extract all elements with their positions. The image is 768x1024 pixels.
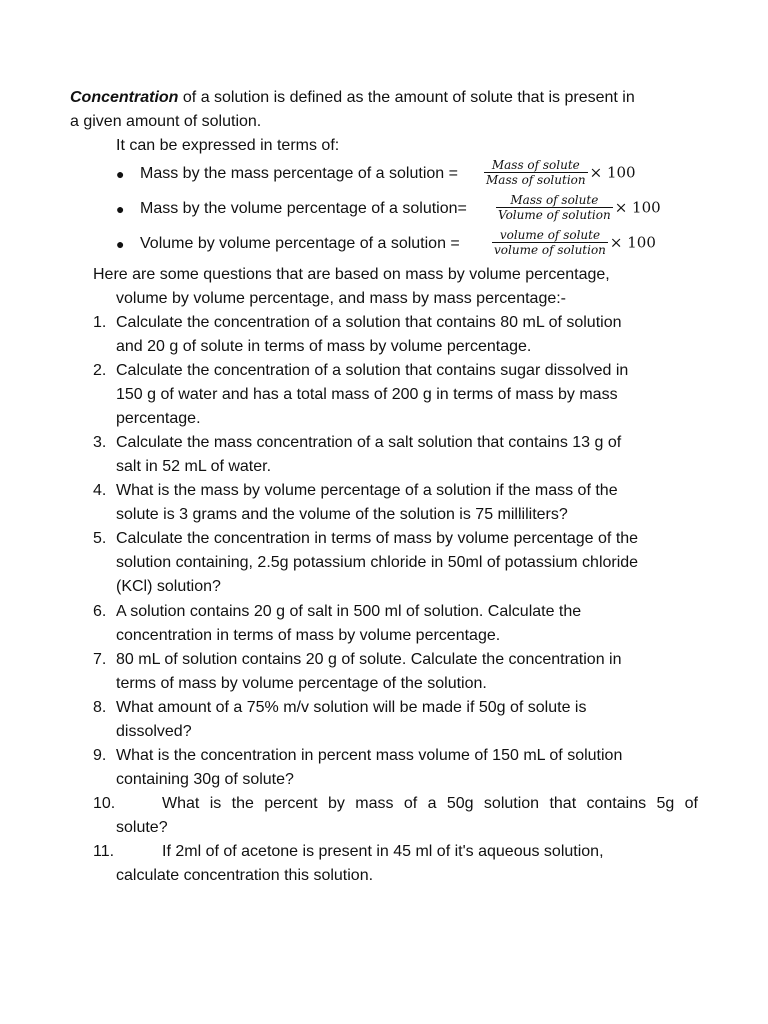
fraction-denominator: Volume of solution: [498, 208, 611, 222]
question-text-line: Calculate the mass concentration of a salt solution that contains 13 g of: [116, 434, 622, 451]
formula-label: Mass by the mass percentage of a solution =: [140, 165, 458, 182]
question-text-line: Calculate the concentration in terms of mass by volume percentage of the: [116, 530, 639, 547]
question-text-line: percentage.: [116, 410, 201, 427]
question-text-line: solute?: [116, 819, 168, 836]
formula-expression: [490, 228, 656, 257]
question-number: 8.: [93, 699, 107, 716]
question-text-line: 150 g of water and has a total mass of 200 g in terms of mass by mass: [116, 386, 618, 403]
fraction-denominator: volume of solution: [494, 243, 606, 257]
question-text-line: solution containing, 2.5g potassium chloride in 50ml of potassium chloride: [116, 554, 639, 571]
fraction-numerator: volume of solute: [492, 228, 608, 243]
formula-expression: [482, 158, 636, 187]
bullet-icon: ●: [116, 166, 125, 182]
multiplier: × 100: [614, 198, 661, 217]
fraction: [496, 193, 613, 222]
question-number: 10.: [93, 795, 116, 812]
question-text-line: What amount of a 75% m/v solution will be made if 50g of solute is: [116, 699, 587, 716]
question-text-line: terms of mass by volume percentage of the solution.: [116, 675, 487, 692]
question-text-line: calculate concentration this solution.: [116, 867, 374, 884]
multiplier: × 100: [609, 233, 656, 252]
formula-label: Mass by the volume percentage of a solution=: [140, 200, 467, 217]
fraction: [492, 228, 608, 257]
bullet-icon: ●: [116, 201, 125, 217]
fraction-denominator: Mass of solution: [486, 173, 586, 187]
question-number: 7.: [93, 651, 107, 668]
question-number: 1.: [93, 314, 107, 331]
question-number: 3.: [93, 434, 107, 451]
fraction-numerator: Mass of solute: [496, 193, 613, 208]
question-text-line: salt in 52 mL of water.: [116, 458, 272, 475]
intro-line-1-text: of a solution is defined as the amount of solute that is present in: [178, 89, 635, 106]
question-number: 9.: [93, 747, 107, 764]
question-text-line: If 2ml of of acetone is present in 45 ml of it's aqueous solution,: [162, 843, 604, 860]
question-number: 6.: [93, 603, 107, 620]
questions-intro-line-2: volume by volume percentage, and mass by mass percentage:-: [116, 290, 567, 307]
question-number: 4.: [93, 482, 107, 499]
formula-expression: [494, 193, 661, 222]
question-text-line: Calculate the concentration of a solution that contains sugar dissolved in: [116, 362, 629, 379]
question-text-line: What is the percent by mass of a 50g solution that contains 5g of: [162, 795, 698, 812]
question-text-line: and 20 g of solute in terms of mass by volume percentage.: [116, 338, 532, 355]
intro-line-2: a given amount of solution.: [70, 113, 262, 130]
intro-line-1: [70, 88, 635, 108]
question-number: 2.: [93, 362, 107, 379]
bullet-icon: ●: [116, 236, 125, 252]
question-text-line: concentration in terms of mass by volume percentage.: [116, 627, 501, 644]
multiplier: × 100: [589, 163, 636, 182]
question-text-line: A solution contains 20 g of salt in 500 ml of solution. Calculate the: [116, 603, 582, 620]
formula-label: Volume by volume percentage of a solution =: [140, 235, 460, 252]
question-number: 5.: [93, 530, 107, 547]
question-number: 11.: [93, 843, 115, 860]
question-text-line: 80 mL of solution contains 20 g of solute. Calculate the concentration in: [116, 651, 622, 668]
fraction-numerator: Mass of solute: [484, 158, 588, 173]
question-text-line: dissolved?: [116, 723, 192, 740]
concentration-term: Concentration: [70, 89, 179, 106]
question-text-line: (KCl) solution?: [116, 578, 221, 595]
fraction: [484, 158, 588, 187]
intro-line-3: It can be expressed in terms of:: [116, 137, 340, 154]
question-text-line: containing 30g of solute?: [116, 771, 294, 788]
questions-intro-line-1: Here are some questions that are based on mass by volume percentage,: [93, 266, 610, 283]
question-text-line: What is the concentration in percent mass volume of 150 mL of solution: [116, 747, 623, 764]
question-text-line: solute is 3 grams and the volume of the solution is 75 milliliters?: [116, 506, 568, 523]
question-text-line: What is the mass by volume percentage of a solution if the mass of the: [116, 482, 618, 499]
question-text-line: Calculate the concentration of a solution that contains 80 mL of solution: [116, 314, 622, 331]
